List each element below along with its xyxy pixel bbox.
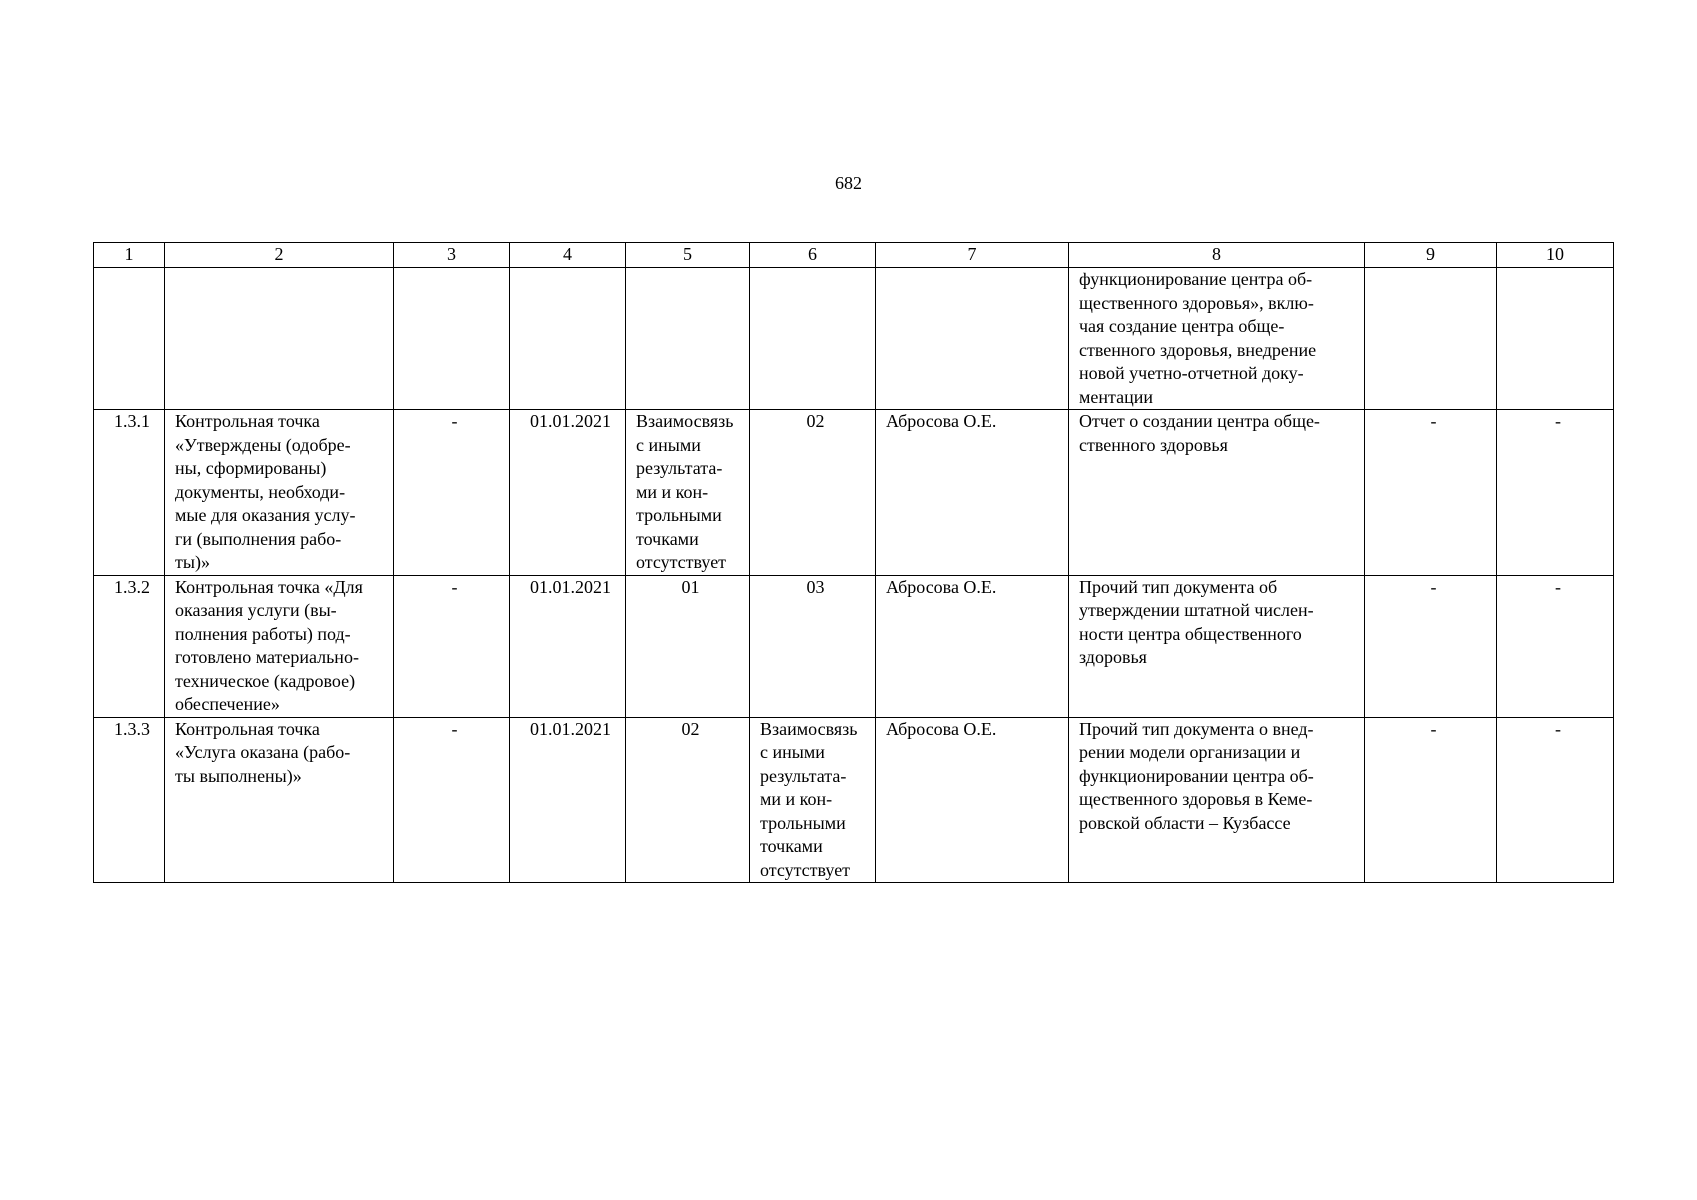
page-number: 682 (835, 173, 862, 193)
responsible-cell: Абросова О.Е. (876, 575, 1069, 717)
relation-cell: 01 (626, 575, 750, 717)
column-header: 10 (1497, 243, 1614, 268)
table-row (94, 575, 1614, 717)
name-cell: Контрольная точка «Утверждены (одобре- ны, сформированы) документы, необходи- мые для оказания услу- ги (выполнения рабо- ты)» (165, 410, 394, 576)
table-row (94, 268, 1614, 410)
date-cell: 01.01.2021 (510, 410, 626, 576)
document-cell: функционирование центра об- щественного здоровья», вклю- чая создание центра обще- ственного здоровья, внедрение новой учетно-отчетной доку- ментации (1069, 268, 1365, 410)
cell-col3 (394, 268, 510, 410)
column-header: 8 (1069, 243, 1365, 268)
relation-cell (626, 268, 750, 410)
responsible-cell: Абросова О.Е. (876, 410, 1069, 576)
cell-col10: - (1497, 410, 1614, 576)
cell-col9: - (1365, 410, 1497, 576)
control-points-table (93, 242, 1614, 883)
row-number-cell: 1.3.2 (94, 575, 165, 717)
column-header: 6 (750, 243, 876, 268)
cell-col3: - (394, 717, 510, 883)
cell-col6: 03 (750, 575, 876, 717)
name-cell: Контрольная точка «Услуга оказана (рабо- ты выполнены)» (165, 717, 394, 883)
cell-col6 (750, 268, 876, 410)
column-header: 3 (394, 243, 510, 268)
date-cell (510, 268, 626, 410)
table-header-row (94, 243, 1614, 268)
relation-cell: 02 (626, 717, 750, 883)
responsible-cell (876, 268, 1069, 410)
cell-col10 (1497, 268, 1614, 410)
responsible-cell: Абросова О.Е. (876, 717, 1069, 883)
row-number-cell: 1.3.1 (94, 410, 165, 576)
column-header: 4 (510, 243, 626, 268)
date-cell: 01.01.2021 (510, 575, 626, 717)
cell-col6: 02 (750, 410, 876, 576)
column-header: 7 (876, 243, 1069, 268)
date-cell: 01.01.2021 (510, 717, 626, 883)
cell-col3: - (394, 575, 510, 717)
cell-col10: - (1497, 575, 1614, 717)
name-cell (165, 268, 394, 410)
cell-col10: - (1497, 717, 1614, 883)
table-row (94, 717, 1614, 883)
cell-col9: - (1365, 575, 1497, 717)
cell-col3: - (394, 410, 510, 576)
row-number-cell: 1.3.3 (94, 717, 165, 883)
column-header: 9 (1365, 243, 1497, 268)
cell-col9: - (1365, 717, 1497, 883)
relation-cell: Взаимосвязь с иными результата- ми и кон- трольными точками отсутствует (626, 410, 750, 576)
name-cell: Контрольная точка «Для оказания услуги (вы- полнения работы) под- готовлено материально- техническое (кадровое) обеспечение» (165, 575, 394, 717)
cell-col9 (1365, 268, 1497, 410)
document-cell: Прочий тип документа об утверждении штатной числен- ности центра общественного здоровья (1069, 575, 1365, 717)
column-header: 1 (94, 243, 165, 268)
document-cell: Прочий тип документа о внед- рении модели организации и функционировании центра об- щественного здоровья в Кеме- ровской области – Кузбассе (1069, 717, 1365, 883)
row-number-cell (94, 268, 165, 410)
column-header: 2 (165, 243, 394, 268)
table-row (94, 410, 1614, 576)
document-cell: Отчет о создании центра обще- ственного здоровья (1069, 410, 1365, 576)
cell-col6: Взаимосвязь с иными результата- ми и кон- трольными точками отсутствует (750, 717, 876, 883)
column-header: 5 (626, 243, 750, 268)
